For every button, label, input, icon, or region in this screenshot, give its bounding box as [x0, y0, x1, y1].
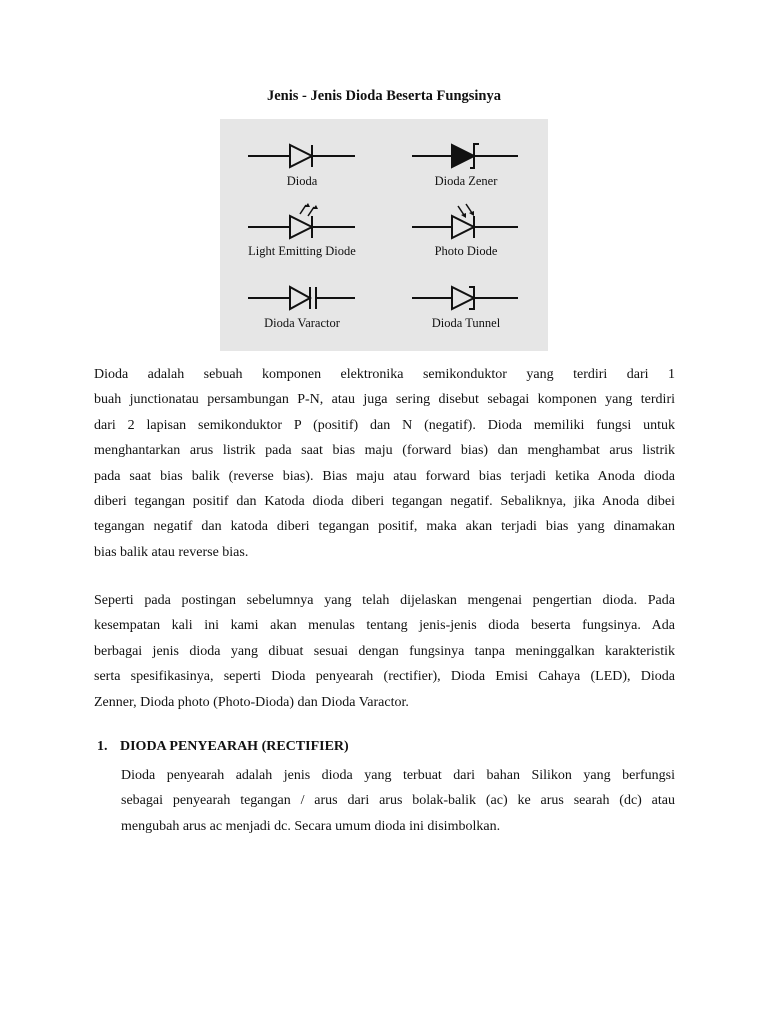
label-dioda: Dioda: [286, 174, 318, 188]
paragraph-line: kesempatan kali ini kami akan menulas tentang jenis-jenis dioda beserta fungsinya. Ada: [94, 618, 675, 634]
paragraph-line: berbagai jenis dioda yang dibuat sesuai dengan fungsinya tanpa meninggalkan karakteristik: [94, 643, 675, 659]
paragraph-line: Zenner, Dioda photo (Photo-Dioda) dan Dioda Varactor.: [94, 694, 409, 710]
paragraph-line: buah junctionatau persambungan P-N, atau juga sering disebut sebagai komponen yang terdiri: [94, 392, 675, 408]
tunnel-diode-symbol: [412, 287, 518, 309]
label-dioda-varactor: Dioda Varactor: [264, 316, 340, 330]
diode-symbol: [248, 145, 355, 167]
led-symbol: [248, 205, 355, 238]
varactor-diode-symbol: [248, 287, 355, 309]
paragraph-rectifier: [121, 763, 675, 839]
paragraph-line: bias balik atau reverse bias.: [94, 544, 249, 560]
zener-diode-symbol: [412, 144, 518, 168]
photo-diode-symbol: [412, 204, 518, 238]
paragraph-line: pada saat bias balik (reverse bias). Bias maju atau forward bias terjadi ketika Anoda dioda: [94, 468, 675, 484]
diode-symbols-svg: [220, 119, 548, 351]
section-heading-rectifier: [97, 739, 349, 755]
section-heading-text: DIODA PENYEARAH (RECTIFIER): [120, 739, 349, 754]
paragraph-line: Dioda penyearah adalah jenis dioda yang terbuat dari bahan Silikon yang berfungsi: [121, 768, 675, 783]
section-number: 1.: [97, 739, 108, 754]
paragraph-line: mengubah arus ac menjadi dc. Secara umum dioda ini disimbolkan.: [121, 818, 501, 834]
document-title: Jenis - Jenis Dioda Beserta Fungsinya: [266, 88, 502, 104]
paragraph-line: menghantarkan arus listrik pada saat bias maju (forward bias) dan menghambat arus listrik: [94, 443, 675, 459]
label-dioda-zener: Dioda Zener: [434, 174, 498, 188]
paragraph-line: dari 2 lapisan semikonduktor P (positif) dan N (negatif). Dioda memiliki fungsi untuk: [94, 417, 675, 433]
paragraph-line: sebagai penyearah tegangan / arus dari arus bolak-balik (ac) ke arus searah (dc) atau: [121, 793, 675, 809]
paragraph-line: Dioda adalah sebuah komponen elektronika semikonduktor yang terdiri dari 1: [94, 367, 675, 382]
paragraph-line: tegangan negatif dan katoda diberi tegangan positif, maka akan terjadi bias yang dinamakan: [94, 519, 675, 535]
paragraph-definition: [94, 362, 675, 565]
label-dioda-tunnel: Dioda Tunnel: [431, 316, 501, 330]
paragraph-line: Seperti pada postingan sebelumnya yang telah dijelaskan mengenai pengertian dioda. Pada: [94, 593, 675, 608]
paragraph-line: serta spesifikasinya, seperti Dioda penyearah (rectifier), Dioda Emisi Cahaya (LED), Dioda: [94, 669, 675, 685]
paragraph-line: diberi tegangan positif dan Katoda dioda diberi tegangan negatif. Sebaliknya, jika Anoda dibei: [94, 494, 675, 510]
paragraph-introduction: [94, 588, 675, 715]
label-led: Light Emitting Diode: [248, 244, 356, 258]
diode-symbols-figure: [220, 119, 548, 351]
label-photo-diode: Photo Diode: [434, 244, 498, 258]
